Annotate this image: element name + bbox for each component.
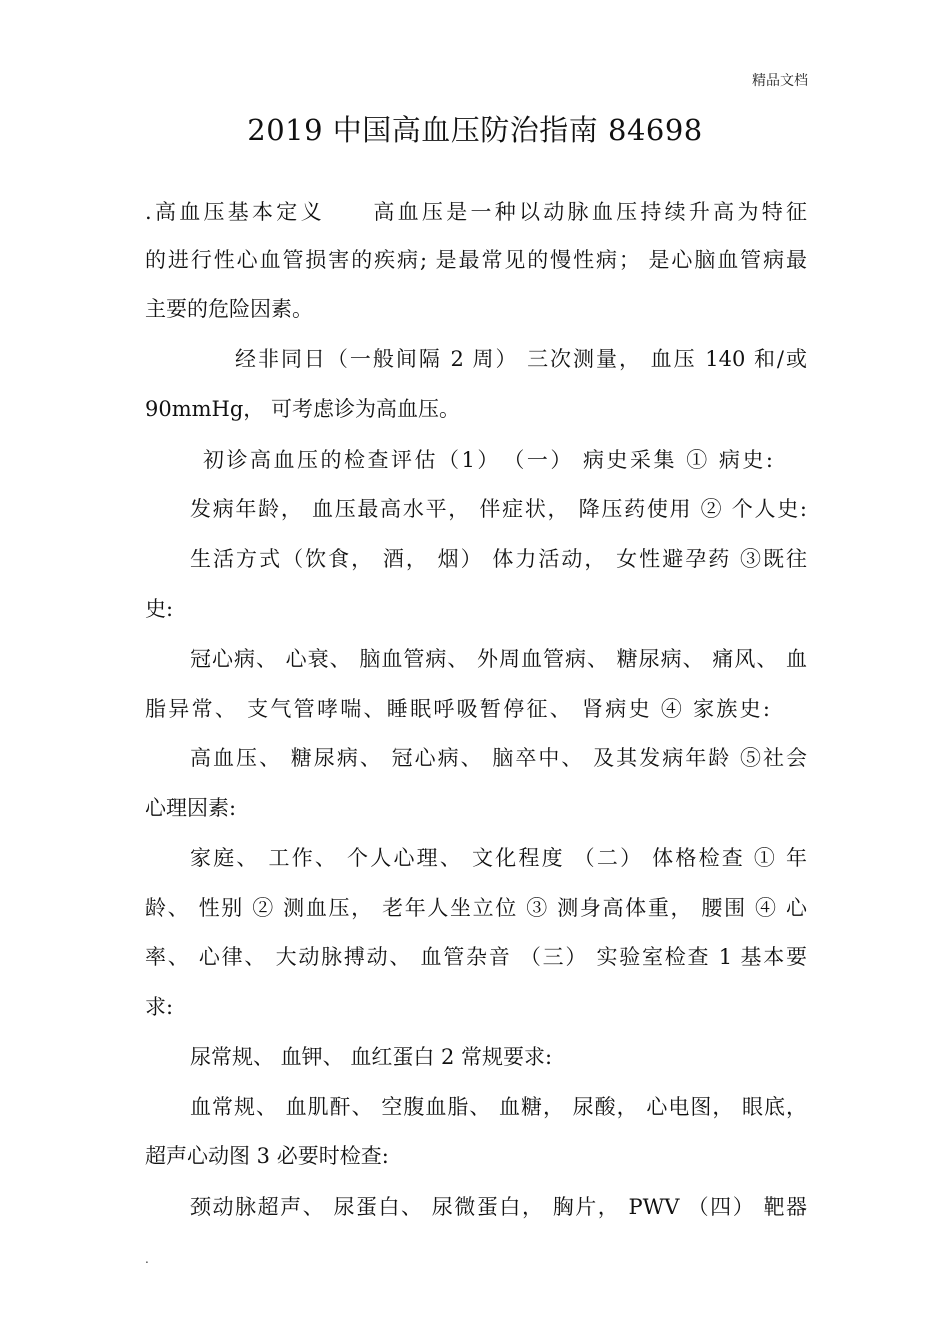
body-line: 脂异常、 支气管哮喘、睡眠呼吸暂停征、 肾病史 ④ 家族史: [145,697,770,721]
header-watermark: 精品文档 [752,73,808,89]
body-line: 的进行性心血管损害的疾病; 是最常见的慢性病； 是心脑血管病最 [145,248,807,272]
body-line: 心理因素: [145,796,237,820]
body-line: 颈动脉超声、 尿蛋白、 尿微蛋白， 胸片， PWV （四） 靶器 [190,1195,807,1219]
body-line: 率、 心律、 大动脉搏动、 血管杂音 （三） 实验室检查 1 基本要 [145,945,807,969]
footer-mark: . [145,1252,149,1266]
body-line: 主要的危险因素。 [145,297,313,321]
body-line: 初诊高血压的检查评估（1） （一） 病史采集 ① 病史: [203,448,773,472]
body-line: 求: [145,995,174,1019]
body-line: 超声心动图 3 必要时检查: [145,1144,389,1168]
body-line: 90mmHg， 可考虑诊为高血压。 [145,397,460,421]
body-line: 血常规、 血肌酐、 空腹血脂、 血糖， 尿酸， 心电图， 眼底， [190,1095,807,1119]
body-line: 家庭、 工作、 个人心理、 文化程度 （二） 体格检查 ① 年 [190,846,807,870]
body-line: 生活方式（饮食， 酒， 烟） 体力活动， 女性避孕药 ③既往 [190,547,807,571]
body-line: 冠心病、 心衰、 脑血管病、 外周血管病、 糖尿病、 痛风、 血 [190,647,807,671]
body-line: 发病年龄， 血压最高水平， 伴症状， 降压药使用 ② 个人史: [190,497,807,521]
body-line: .高血压基本定义 高血压是一种以动脉血压持续升高为特征 [145,200,807,224]
body-line: 高血压、 糖尿病、 冠心病、 脑卒中、 及其发病年龄 ⑤社会 [190,746,807,770]
body-line: 史: [145,597,174,621]
document-title: 2019 中国高血压防治指南 84698 [247,113,703,147]
body-line: 经非同日（一般间隔 2 周） 三次测量， 血压 140 和/或 [235,347,807,371]
body-line: 尿常规、 血钾、 血红蛋白 2 常规要求: [190,1045,553,1069]
body-line: 龄、 性别 ② 测血压， 老年人坐立位 ③ 测身高体重， 腰围 ④ 心 [145,896,807,920]
